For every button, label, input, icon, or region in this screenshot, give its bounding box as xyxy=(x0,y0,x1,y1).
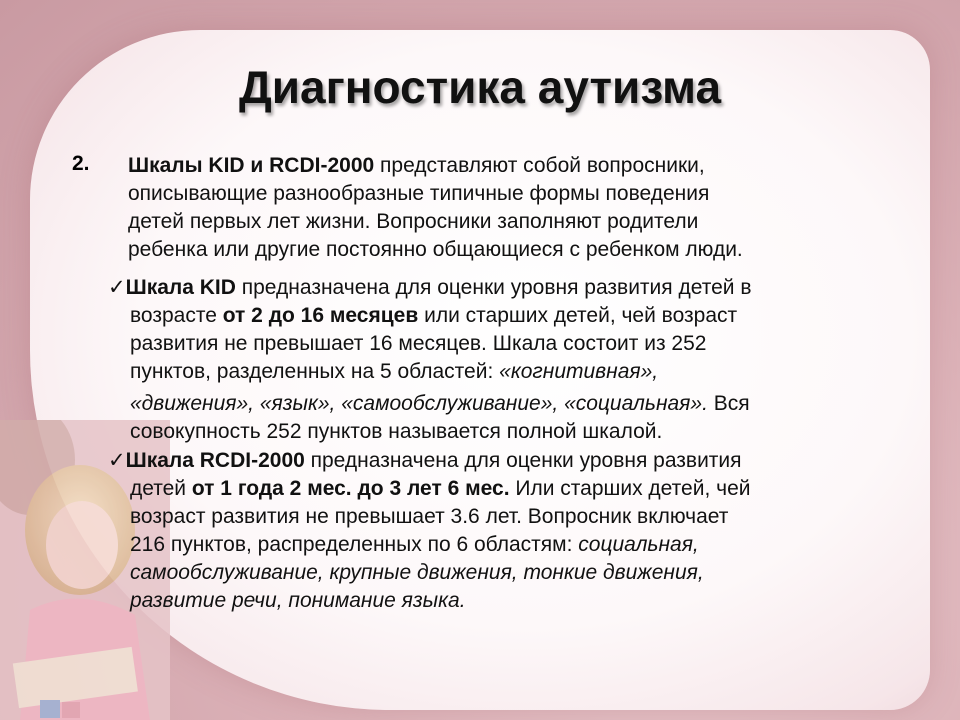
text-line: описывающие разнообразные типичные формы поведения xyxy=(128,182,710,205)
domain-list: «когнитивная», xyxy=(499,360,659,383)
text-fragment: Вся xyxy=(707,392,750,415)
text-fragment: Или старших детей, чей xyxy=(509,477,751,500)
rcdi-age-range: от 1 года 2 мес. до 3 лет 6 мес. xyxy=(191,477,510,500)
kid-scale-name: Шкала KID xyxy=(125,276,236,299)
text-line: развития не превышает 16 месяцев. Шкала состоит из 252 xyxy=(130,332,707,355)
rcdi-scale-name: Шкала RCDI-2000 xyxy=(125,449,305,472)
slide-title: Диагностика аутизма xyxy=(238,61,722,113)
scales-name: Шкалы KID и RCDI-2000 xyxy=(128,154,375,177)
domain-list: социальная, xyxy=(578,533,699,556)
text-fragment: возрасте xyxy=(130,304,223,327)
text-fragment: 216 пунктов, распределенных по 6 областям: xyxy=(130,533,579,556)
text-fragment: пунктов, разделенных на 5 областей: xyxy=(130,360,500,383)
domain-list: «движения», «язык», «самообслуживание», «социальная». xyxy=(130,392,708,415)
text-fragment: детей xyxy=(130,477,192,500)
checkmark-icon: ✓ xyxy=(108,276,126,299)
domain-list: самообслуживание, крупные движения, тонкие движения, xyxy=(130,561,704,584)
text-line: совокупность 252 пунктов называется полной шкалой. xyxy=(130,420,663,443)
text-fragment: или старших детей, чей возраст xyxy=(418,304,738,327)
text-line: ребенка или другие постоянно общающиеся с ребенком люди. xyxy=(128,238,743,261)
kid-age-range: от 2 до 16 месяцев xyxy=(222,304,419,327)
text-line: детей первых лет жизни. Вопросники заполняют родители xyxy=(128,210,699,233)
domain-list: развитие речи, понимание языка. xyxy=(130,589,466,612)
text-fragment: предназначена для оценки уровня развития детей в xyxy=(235,276,752,299)
list-number: 2. xyxy=(72,152,90,175)
checkmark-icon: ✓ xyxy=(108,449,126,472)
text-fragment: предназначена для оценки уровня развития xyxy=(304,449,742,472)
text-line: возраст развития не превышает 3.6 лет. Вопросник включает xyxy=(130,505,729,528)
paragraph-kid-scale xyxy=(108,274,938,446)
paragraph-rcdi-scale xyxy=(108,447,938,615)
text-fragment: представляют собой вопросники, xyxy=(374,154,705,177)
paragraph-scales-intro xyxy=(128,152,928,264)
